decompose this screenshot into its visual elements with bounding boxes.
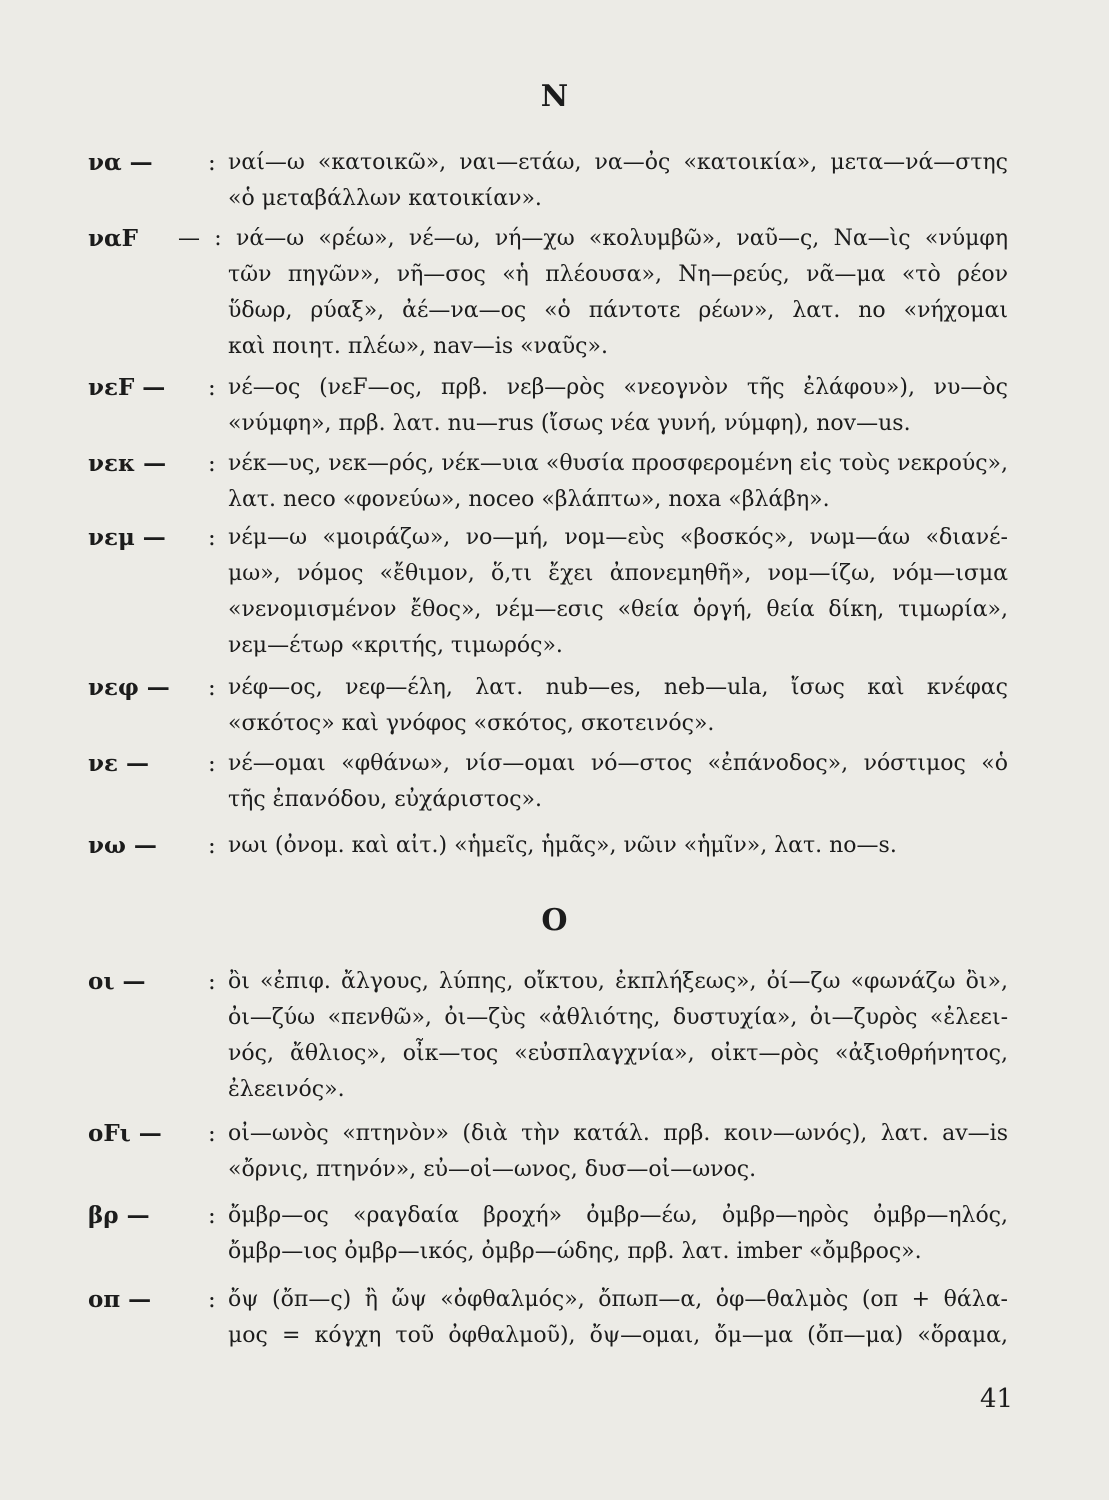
entry-definition — [228, 520, 1008, 664]
page-number: 41 — [980, 1384, 1014, 1414]
entry-definition — [178, 221, 1008, 365]
definition-line: νέφ—ος, νεφ—έλη, λατ. nub—es, neb—ula, ἴσως καὶ κνέφας — [228, 675, 1008, 700]
entry-root: νεκ — — [88, 450, 167, 477]
entry-root: οπ — — [88, 1286, 152, 1313]
entry-root: ναF — [88, 225, 138, 252]
definition-line: «νενομισμένον ἔθος», νέμ—εσις «θεία ὀργή, θεία δίκη, τιμωρία», — [228, 597, 1008, 622]
definition-line: νέκ—υς, νεκ—ρός, νέκ—υια «θυσία προσφερομένη εἰς τοὺς νεκρούς», — [228, 451, 1008, 476]
entry-root: οFι — — [88, 1120, 162, 1147]
definition-line: νέ—ος (νεF—ος, πρβ. νεβ—ρὸς «νεογνὸν τῆς ἐλάφου»), νυ—ὸς — [228, 375, 1008, 400]
separator-colon: : — [208, 1121, 216, 1147]
entry-root: νεF — — [88, 374, 166, 401]
separator-colon: : — [208, 1287, 216, 1313]
entry-root: νε — — [88, 750, 149, 777]
separator-colon: : — [208, 675, 216, 701]
separator-colon: : — [208, 969, 216, 995]
definition-line: καὶ ποιητ. πλέω», nav—is «ναῦς». — [228, 334, 608, 359]
definition-line: τῆς ἐπανόδου, εὐχάριστος». — [228, 787, 542, 812]
entry-definition — [228, 828, 1008, 864]
separator-colon: : — [208, 1203, 216, 1229]
entry-root: βρ — — [88, 1202, 150, 1229]
entry-root: οι — — [88, 968, 146, 995]
definition-line: ὂι «ἐπιφ. ἄλγους, λύπης, οἴκτου, ἐκπλήξεως», ὀί—ζω «φωνάζω ὂι», — [228, 969, 1008, 994]
definition-line: νωι (ὀνομ. καὶ αἰτ.) «ἡμεῖς, ἡμᾶς», νῶιν «ἡμῖν», λατ. no—s. — [228, 833, 897, 858]
definition-line: νέ—ομαι «φθάνω», νίσ—ομαι νό—στος «ἐπάνοδος», νόστιμος «ὁ — [228, 751, 1008, 776]
entry-root: νεφ — — [88, 674, 170, 701]
separator-colon: : — [208, 451, 216, 477]
definition-line: — : νά—ω «ρέω», νέ—ω, νή—χω «κολυμβῶ», ναῦ—ς, Να—ὶς «νύμφη — [178, 226, 1008, 251]
definition-line: νεμ—έτωρ «κριτής, τιμωρός». — [228, 633, 563, 658]
definition-line: «σκότος» καὶ γνόφος «σκότος, σκοτεινός». — [228, 711, 715, 736]
definition-line: μω», νόμος «ἔθιμον, ὅ,τι ἔχει ἀπονεμηθῆ», νομ—ίζω, νόμ—ισμα — [228, 561, 1008, 586]
separator-colon: : — [208, 833, 216, 859]
separator-colon: : — [208, 751, 216, 777]
entry-definition — [228, 370, 1008, 442]
entry-definition — [228, 670, 1008, 742]
entry-definition — [228, 1116, 1008, 1188]
entry-root: να — — [88, 149, 153, 176]
entry-definition — [228, 446, 1008, 518]
entry-root: νω — — [88, 832, 157, 859]
entry-definition — [228, 1198, 1008, 1270]
entry-definition — [228, 746, 1008, 818]
definition-line: ὕδωρ, ρύαξ», ἀέ—να—ος «ὁ πάντοτε ρέων», λατ. no «νήχομαι — [228, 298, 1008, 323]
definition-line: ὄψ (ὄπ—ς) ἢ ὤψ «ὀφθαλμός», ὄπωπ—α, ὀφ—θαλμὸς (οπ + θάλα- — [228, 1287, 1008, 1312]
definition-line: ὄμβρ—ος «ραγδαία βροχή» ὀμβρ—έω, ὀμβρ—ηρὸς ὀμβρ—ηλός, — [228, 1203, 1008, 1228]
section-heading-o: O — [541, 903, 568, 938]
separator-colon: : — [208, 525, 216, 551]
entry-definition — [228, 964, 1008, 1108]
definition-line: «ὄρνις, πτηνόν», εὐ—οἰ—ωνος, δυσ—οἰ—ωνος. — [228, 1157, 757, 1182]
definition-line: νός, ἄθλιος», οἶκ—τος «εὐσπλαγχνία», οἰκτ—ρὸς «ἀξιοθρήνητος, — [228, 1041, 1008, 1066]
definition-line: ναί—ω «κατοικῶ», ναι—ετάω, να—ὀς «κατοικία», μετα—νά—στης — [228, 150, 1008, 175]
separator-colon: : — [208, 375, 216, 401]
definition-line: τῶν πηγῶν», νῆ—σος «ἡ πλέουσα», Νη—ρεύς, νᾶ—μα «τὸ ρέον — [228, 262, 1008, 287]
definition-line: ὀι—ζύω «πενθῶ», ὀι—ζὺς «ἀθλιότης, δυστυχία», ὀι—ζυρὸς «ἐλεει- — [228, 1005, 1008, 1030]
entry-root: νεμ — — [88, 524, 166, 551]
definition-line: «νύμφη», πρβ. λατ. nu—rus (ἴσως νέα γυνή, νύμφη), nov—us. — [228, 411, 911, 436]
separator-colon: : — [208, 150, 216, 176]
definition-line: ὄμβρ—ιος ὀμβρ—ικός, ὀμβρ—ώδης, πρβ. λατ. imber «ὄμβρος». — [228, 1239, 922, 1264]
definition-line: ἐλεεινός». — [228, 1077, 345, 1102]
entry-definition — [228, 145, 1008, 217]
definition-line: οἰ—ωνὸς «πτηνὸν» (διὰ τὴν κατάλ. πρβ. κοιν—ωνός), λατ. av—is — [228, 1121, 1008, 1146]
definition-line: μος = κόγχη τοῦ ὀφθαλμοῦ), ὄψ—ομαι, ὄμ—μα (ὄπ—μα) «ὅραμα, — [228, 1323, 1008, 1348]
definition-line: νέμ—ω «μοιράζω», νο—μή, νομ—εὺς «βοσκός», νωμ—άω «διανέ- — [228, 525, 1008, 550]
entry-definition — [228, 1282, 1008, 1354]
definition-line: «ὁ μεταβάλλων κατοικίαν». — [228, 186, 542, 211]
definition-line: λατ. neco «φονεύω», noceo «βλάπτω», noxa «βλάβη». — [228, 487, 830, 512]
section-heading-n: N — [540, 79, 569, 114]
